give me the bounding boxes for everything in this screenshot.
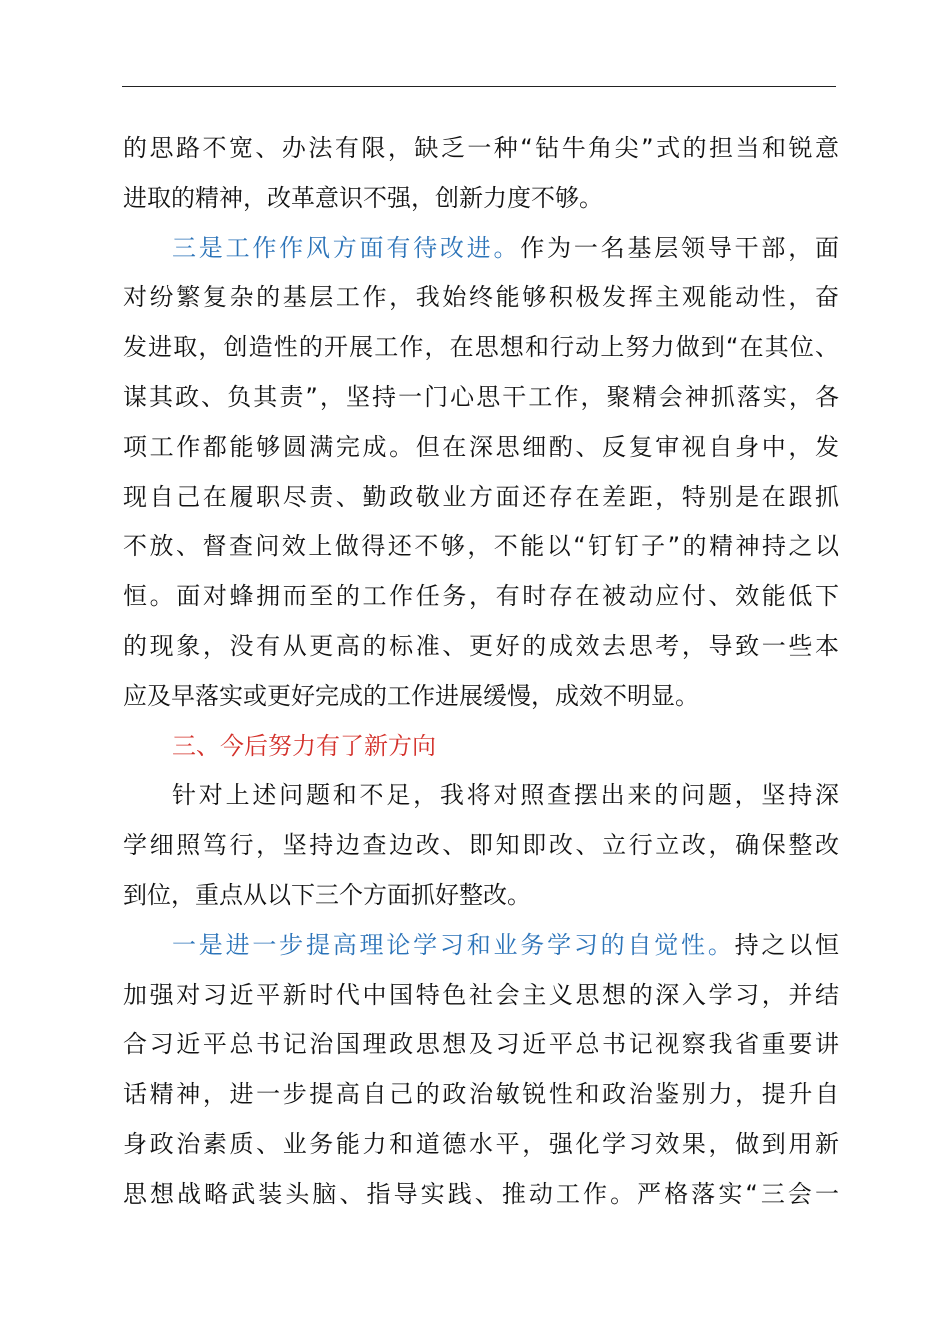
body-line: 身政治素质、业务能力和道德水平，强化学习效果，做到用新 <box>123 1129 839 1158</box>
paragraph-first-line: 针对上述问题和不足，我将对照查摆出来的问题，坚持深 <box>172 781 839 810</box>
point-heading: 一是进一步提高理论学习和业务学习的自觉性。 <box>172 930 735 959</box>
body-line: 对纷繁复杂的基层工作，我始终能够积极发挥主观能动性，奋 <box>123 283 839 312</box>
body-line: 话精神，进一步提高自己的政治敏锐性和政治鉴别力，提升自 <box>123 1080 839 1109</box>
body-line: 应及早落实或更好完成的工作进展缓慢，成效不明显。 <box>123 681 699 710</box>
body-line: 谋其政、负其责”，坚持一门心思干工作，聚精会神抓落实，各 <box>123 382 839 411</box>
body-line: 恒。面对蜂拥而至的工作任务，有时存在被动应付、效能低下 <box>123 582 839 611</box>
header-rule <box>122 86 836 87</box>
body-line: 发进取，创造性的开展工作，在思想和行动上努力做到“在其位、 <box>123 333 839 362</box>
body-line: 不放、督查问效上做得还不够，不能以“钉钉子”的精神持之以 <box>123 532 839 561</box>
body-line: 的现象，没有从更高的标准、更好的成效去思考，导致一些本 <box>123 631 839 660</box>
body-line: 的思路不宽、办法有限，缺乏一种“钻牛角尖”式的担当和锐意 <box>123 134 839 162</box>
document-body <box>123 124 839 1220</box>
body-text: 作为一名基层领导干部，面 <box>520 233 839 262</box>
body-line: 进取的精神，改革意识不强，创新力度不够。 <box>123 183 603 212</box>
body-line: 学细照笃行，坚持边查边改、即知即改、立行立改，确保整改 <box>123 831 839 860</box>
body-line: 加强对习近平新时代中国特色社会主义思想的深入学习，并结 <box>123 980 839 1009</box>
point-heading: 三是工作作风方面有待改进。 <box>172 233 521 262</box>
body-line: 到位，重点从以下三个方面抓好整改。 <box>123 880 531 909</box>
section-heading: 三、今后努力有了新方向 <box>172 731 436 760</box>
body-line: 合习近平总书记治国理政思想及习近平总书记视察我省重要讲 <box>123 1030 839 1059</box>
paragraph-first-line <box>123 921 839 971</box>
paragraph-first-line <box>123 224 839 274</box>
body-text: 持之以恒 <box>734 930 839 959</box>
body-line: 现自己在履职尽责、勤政敬业方面还存在差距，特别是在跟抓 <box>123 482 839 511</box>
body-line: 项工作都能够圆满完成。但在深思细酌、反复审视自身中，发 <box>123 432 839 461</box>
body-line: 思想战略武装头脑、指导实践、推动工作。严格落实“三会一 <box>123 1179 839 1208</box>
